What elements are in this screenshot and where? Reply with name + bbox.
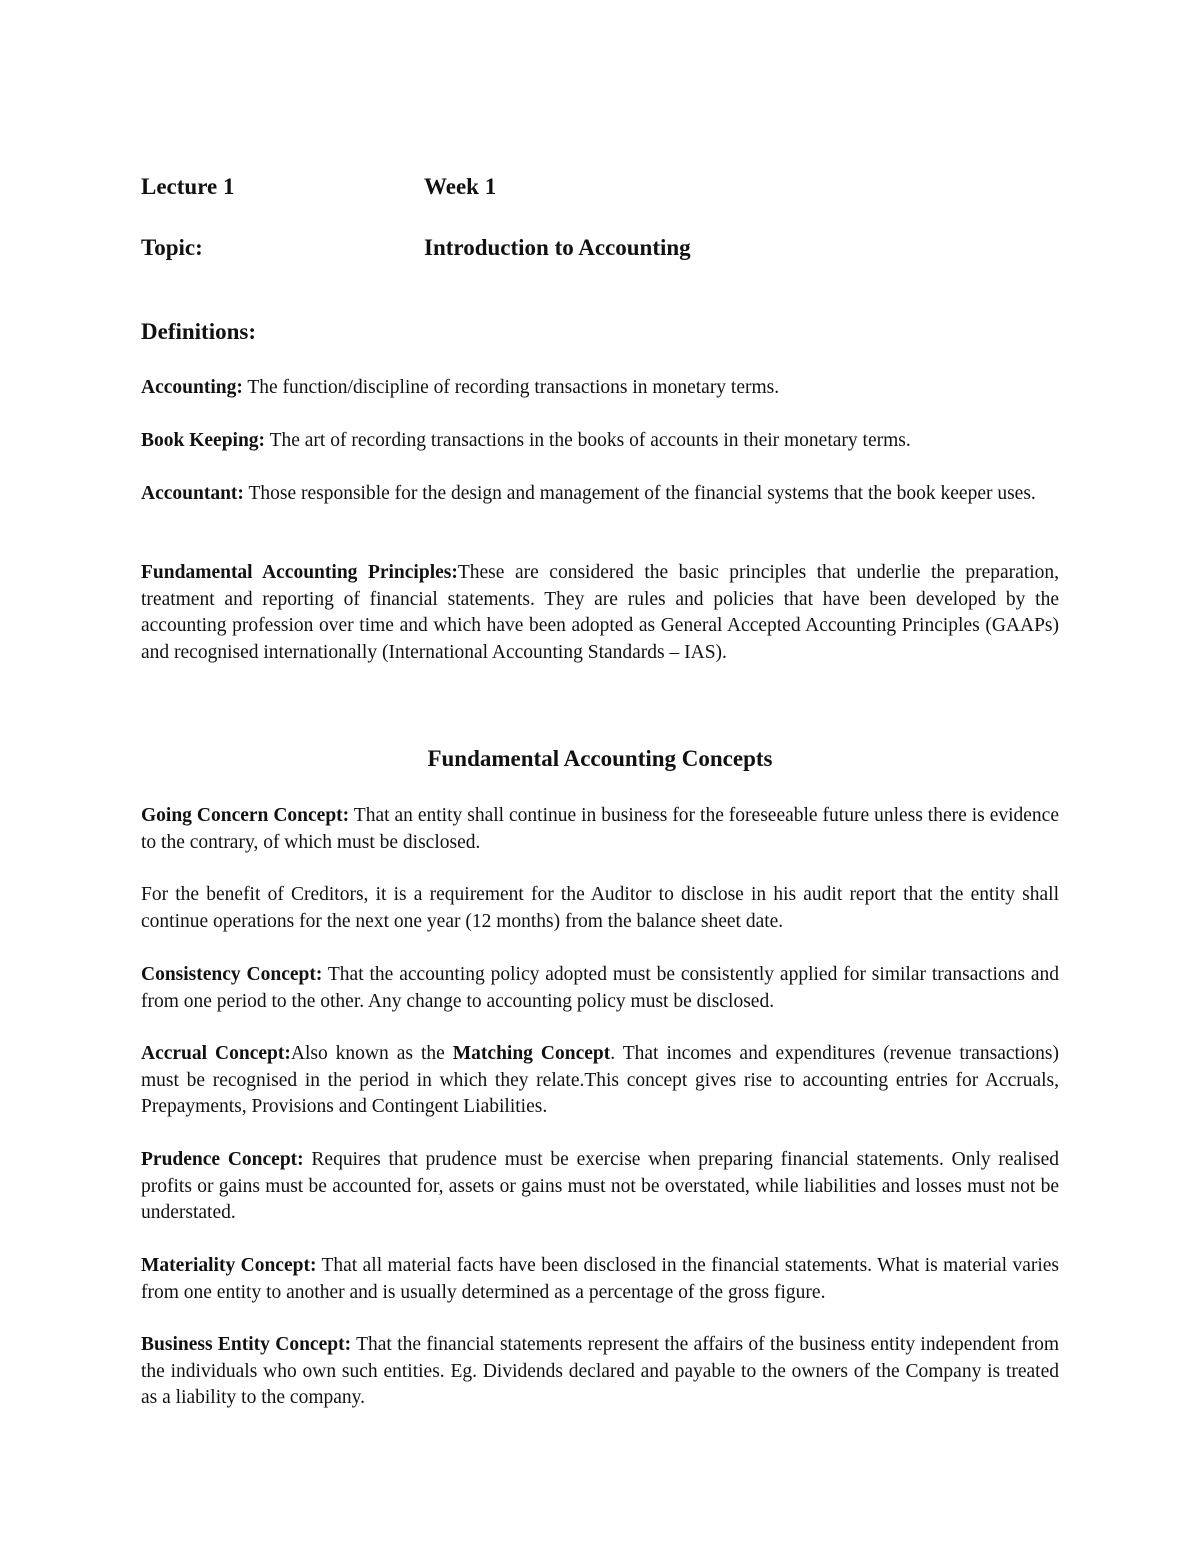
- concept-term: Accrual Concept:: [141, 1043, 291, 1064]
- concept-going-concern: [141, 803, 1059, 856]
- concept-consistency: [141, 962, 1059, 1015]
- concept-prudence: [141, 1147, 1059, 1227]
- concept-materiality: [141, 1253, 1059, 1306]
- lecture-label: Lecture 1: [141, 174, 235, 199]
- definition-term: Accounting:: [141, 377, 243, 398]
- definition-accountant: [141, 481, 1059, 508]
- concept-term: Prudence Concept:: [141, 1149, 304, 1170]
- definition-text: The art of recording transactions in the books of accounts in their monetary terms.: [265, 430, 911, 451]
- concept-text: Also known as the: [290, 1043, 453, 1064]
- definition-text: Those responsible for the design and management of the financial systems that the book keeper uses.: [243, 483, 1036, 504]
- concept-term: Business Entity Concept:: [141, 1334, 352, 1355]
- definition-accounting: [141, 375, 1059, 402]
- concept-business-entity: [141, 1332, 1059, 1412]
- concept-text: That the financial statements represent the affairs of the business entity independent from the individuals who own such entities. Eg. Dividends declared and payable to the owners of the Company is treated as a liability to the company.: [141, 1334, 1059, 1409]
- definitions-heading: Definitions:: [141, 319, 256, 344]
- concept-text: That the accounting policy adopted must be consistently applied for similar transactions and from one period to the other. Any change to accounting policy must be disclosed.: [141, 964, 1060, 1012]
- definition-text: The function/discipline of recording transactions in monetary terms.: [242, 377, 780, 398]
- matching-concept-term: Matching Concept: [452, 1043, 611, 1064]
- concept-term: Going Concern Concept:: [141, 805, 350, 826]
- concept-text: . That incomes and expenditures (revenue transactions) must be recognised in the period in which they relate.This concept gives rise to accounting entries for Accruals, Prepayments, Provisions and Contingent Liabilities.: [141, 1043, 1059, 1118]
- topic-row: [141, 235, 691, 261]
- topic-value: Introduction to Accounting: [424, 235, 691, 260]
- definition-book-keeping: [141, 428, 1059, 455]
- concept-accrual: [141, 1041, 1059, 1121]
- definition-term: Accountant:: [141, 483, 244, 504]
- week-label: Week 1: [424, 174, 497, 199]
- definition-text: These are considered the basic principles that underlie the preparation, treatment and reporting of financial statements. They are rules and policies that have been developed by the accounting profession over time and which have been adopted as General Accepted Accounting Principles (GAAPs) and recognised internationally (International Accounting Standards – IAS).: [141, 562, 1059, 663]
- concept-term: Consistency Concept:: [141, 964, 323, 985]
- concepts-heading: Fundamental Accounting Concepts: [427, 746, 773, 771]
- concept-text: Requires that prudence must be exercise when preparing financial statements. Only realised profits or gains must be accounted for, assets or gains must not be overstated, while liabilities and losses must not be understated.: [141, 1149, 1060, 1224]
- concept-term: Materiality Concept:: [141, 1255, 317, 1276]
- topic-label: Topic:: [141, 235, 203, 260]
- lecture-week-row: [141, 174, 497, 200]
- definition-term: Fundamental Accounting Principles:: [141, 562, 458, 583]
- definition-fundamental-principles: [141, 560, 1059, 666]
- concept-text: That all material facts have been disclosed in the financial statements. What is material varies from one entity to another and is usually determined as a percentage of the gross figure.: [141, 1255, 1059, 1303]
- definition-term: Book Keeping:: [141, 430, 266, 451]
- creditors-note: For the benefit of Creditors, it is a requirement for the Auditor to disclose in his audit report that the entity shall continue operations for the next one year (12 months) from the balance sheet date.: [141, 884, 1059, 932]
- concept-text: That an entity shall continue in business for the foreseeable future unless there is evidence to the contrary, of which must be disclosed.: [141, 805, 1059, 853]
